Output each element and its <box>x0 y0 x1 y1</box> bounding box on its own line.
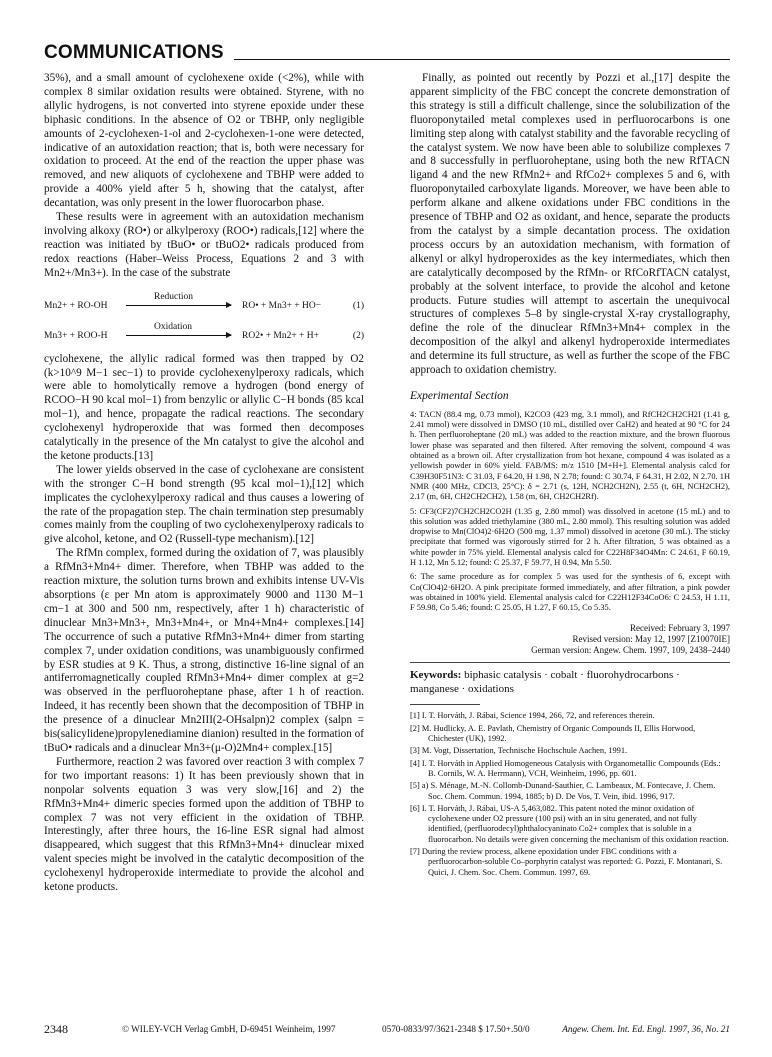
page-footer <box>44 1024 730 1038</box>
equation-1 <box>44 291 364 315</box>
reference-item: [2] M. Hudlicky, A. E. Pavlath, Chemistry of Organic Compounds II, Ellis Horwood, Chichester (UK), 1992. <box>410 723 696 744</box>
experimental-compound-5: 5: CF3(CF2)7CH2CH2CO2H (1.35 g, 2.80 mmol) was dissolved in acetone (15 mL) and to this solution was added triethylamine (380 mL, 2.80 mmol). This resulting solution was added dropwise to Mn(ClO4)2·6H2O (500 mg, 1.37 mmol) dissolved in acetone (30 mL). The sticky precipitate that formed was vigorously stirred for 2 h. After filtration, 5 was obtained as a white powder in 75% yield. Elemental analysis calcd for C22H8F34O4Mn: C 24.61, F 60.19, H 1.12, Mn 5.12; found: C 25.37, F 59.77, H 0.94, Mn 5.50. <box>410 506 730 567</box>
keywords <box>410 669 730 696</box>
paragraph: cyclohexene, the allylic radical formed was then trapped by O2 (k>10^9 M−1 sec−1) to provide cyclohexenylperoxy radicals, which were able to homolytically remove a hydrogen (bond energy of RCOO−H 90 kcal mol−1) from benzylic or allylic C−H bonds (85 kcal mol−1), and hence, propagate the radical reactions. The secondary cyclohexenyl hydroperoxide that was formed then decomposes catalytically in the presence of the Mn catalyst to give the alcohol and the ketone products.[13] <box>44 352 364 462</box>
equation-rhs: RO• + Mn3+ + HO− <box>242 300 322 311</box>
equation-label: Reduction <box>154 291 194 302</box>
reference-list <box>410 711 730 877</box>
reference-item: [7] During the review process, alkene epoxidation under FBC conditions with a perfluorocarbon-soluble Co–porphyrin catalyst was reported: G. Pozzi, F. Montanari, S. Quici, J. Chem. Soc. Chem. Commun. 1997, 69. <box>410 847 723 877</box>
references-rule <box>410 704 480 705</box>
paragraph: Finally, as pointed out recently by Pozzi et al.,[17] despite the apparent simplicity of the FBC concept the concrete demonstration of this strategy is still a difficult challenge, since the solubilization of the fluoroponytailed metal complexes used in perfluorocarbons is one limiting step along with catalyst stability and the favorable recycling of the catalyst system. We now have been able to solubilize complexes 7 and 8 successfully in perfluoroheptane, using both the new RfTACN ligand 4 and the new RfMn2+ and RfCo2+ complexes 5 and 6, with fluoroponytailed carboxylate ligands. Moreover, we have been able to perform alkane and alkene oxidations under FBC conditions in the presence of TBHP and O2 as oxidant, and hence, separate the products from the catalyst by a simple decantation process. The oxidation process occurs by an autoxidation mechanism, with formation of alkenyl or alkyl hydroperoxides as the key intermediates, which then are catalytically decomposed by the RfMn- or RfCoRfTACN catalyst, probably at the solvent interface, to provide the alcohol and ketone products. Future studies will attempt to ascertain the unequivocal structures of complexes 5–8 by single-crystal X-ray crystallography, define the role of the dinuclear RfMn3+Mn4+ complex in the decomposition of the alkyl and alkenyl hydroperoxide intermediates and determine its full structure, as well as further the scope of the FBC approach to oxidation chemistry. <box>410 72 730 377</box>
page-number: 2348 <box>44 1022 68 1036</box>
left-column <box>44 72 364 895</box>
section-title: COMMUNICATIONS <box>44 42 224 63</box>
reference-item: [5] a) S. Ménage, M.-N. Collomb-Dunand-Sauthier, C. Lambeaux, M. Fontecave, J. Chem. Soc. Chem. Commun. 1994, 1885; b) D. De Vos, T. Vein, ibid. 1996, 917. <box>410 781 716 801</box>
equation-lhs: Mn2+ + RO-OH <box>44 300 108 311</box>
issn: 0570-0833/97/3621-2348 $ 17.50+.50/0 <box>382 1024 530 1034</box>
reaction-arrow <box>126 335 231 336</box>
paragraph: The RfMn complex, formed during the oxidation of 7, was plausibly a RfMn3+Mn4+ dimer. Therefore, when TBHP was added to the reaction mixture, the solution turns brown and exhibits intense UV-Vis absorptions (ε per Mn atom is approximately 9000 and 1130 M−1 cm−1 at 300 and 500 nm, respectively, after 1 h) characteristic of dinuclear Mn3+Mn3+, Mn3+Mn4+, or Mn4+Mn4+ complexes.[14] The occurrence of such a putative RfMn3+Mn4+ dimer from starting complex 7, under oxidation conditions, was unambiguously confirmed by ESR studies at 9 K. Thus, a strong, distinctive 16-line signal of an antiferromagnetically coupled RfMn3+Mn4+ dimer complex at g=2 was observed in the perfluoroheptane phase, after 1 h of reaction. Indeed, it has recently been shown that the decomposition of TBHP in the presence of a dinuclear Mn2III(2-OHsalpn)2 complex (salpn = bis(salicylidene)propylenediamine dianion) resulted in the formation of tBuO• radicals and a dinuclear Mn3+(μ-O)2Mn4+ complex.[15] <box>44 547 364 754</box>
reference-item: [3] M. Vogt, Dissertation, Technische Hochschule Aachen, 1991. <box>410 746 628 756</box>
experimental-compound-6: 6: The same procedure as for complex 5 was used for the synthesis of 6, except with Co(ClO4)2·6H2O. A pink precipitate formed immediately, and after filtration, a pink powder was obtained in 100% yield. Elemental analysis calcd for C22H12F34CoO6: C 24.53, H 1.11, F 59.98, Co 5.46; found: C 25.05, H 1.27, F 60.15, Co 5.35. <box>410 572 730 613</box>
paragraph: The lower yields observed in the case of cyclohexane are consistent with the stronger C−H bond strength (95 kcal mol−1),[12] which implicates the cyclohexylperoxy radical and thus causes a lowering of the rate of the propagation step. The chain termination step presumably comes mainly from the coupling of two cyclohexenylperoxy radicals to give alcohol, ketone, and O2 (Russell-type mechanism).[12] <box>44 463 364 546</box>
received-date: Received: February 3, 1997 <box>630 623 730 634</box>
keywords-label: Keywords: <box>410 669 462 682</box>
equation-rhs: RO2• + Mn2+ + H+ <box>242 330 320 341</box>
equation-number: (1) <box>352 300 364 311</box>
header-rule <box>234 59 730 60</box>
equation-label: Oxidation <box>154 321 192 332</box>
publisher: © WILEY-VCH Verlag GmbH, D-69451 Weinheim, 1997 <box>122 1024 336 1034</box>
experimental-compound-4: 4: TACN (88.4 mg, 0.73 mmol), K2CO3 (423 mg, 3.1 mmol), and RfCH2CH2CH2I (1.41 g, 2.41 mmol) were dissolved in DMSO (10 mL, distilled over CaH2) and heated at 90 °C for 24 h. Then perfluoroheptane (20 mL) was added to the reaction mixture, and the brown fluorous lower phase was separated and then filtered. After removing the solvent, compound 4 was obtained as a brown oil. After crystallization from hot hexane, compound 4 was isolated as a yellowish powder in 60% yield. FAB/MS: m/z 1510 [M+H+]. Elemental analysis calcd for C39H30F51N3: C 31.03, F 64.20, H 1.98, N 2.78; found: C 30.74, F 64.31, H 2.02, N 2.70. 1H NMR (400 MHz, CDCl3, 25°C): δ = 2.71 (s, 12H, NCH2CH2N), 2.55 (t, 6H, NCH2CH2), 2.17 (m, 6H, CH2CH2CH2), 1.58 (m, 6H, CH2CH2Rf). <box>410 409 730 502</box>
equation-2 <box>44 321 364 345</box>
right-column <box>410 72 730 880</box>
paragraph: Furthermore, reaction 2 was favored over reaction 3 with complex 7 for two important reasons: 1) It has been previously shown that in nonpolar solvents equation 3 was very slow,[16] and 2) the RfMn3+Mn4+ dimeric species formed upon the addition of TBHP to complex 7 was not very efficient in the oxidation of TBHP. Interestingly, after three hours, the 16-line ESR signal had almost disappeared, which suggest that this RfMn3+Mn4+ dinuclear mixed valent species might be involved in the catalytic decomposition of the cyclohexenyl hydroperoxide intermediate to provide the alcohol and ketone products. <box>44 755 364 894</box>
revised-date: Revised version: May 12, 1997 [Z10070IE] <box>572 634 730 645</box>
paragraph: These results were in agreement with an autoxidation mechanism involving alkoxy (RO•) or alkylperoxy (ROO•) radicals,[12] where the reaction was initiated by tBuO• or tBuO2• radicals produced from redox reactions (Haber–Weiss Process, Equations 2 and 3 with Mn2+/Mn3+). In the case of the substrate <box>44 211 364 279</box>
journal-citation: Angew. Chem. Int. Ed. Engl. 1997, 36, No. 21 <box>562 1024 730 1034</box>
keywords-list: biphasic catalysis · cobalt · fluorohydrocarbons · manganese · oxidations <box>410 669 680 695</box>
equation-number: (2) <box>352 330 364 341</box>
reference-item: [1] I. T. Horváth, J. Rábai, Science 1994, 266, 72, and references therein. <box>410 711 655 721</box>
keywords-rule <box>410 662 730 663</box>
page-header <box>44 42 730 66</box>
reference-item: [6] I. T. Horváth, J. Rábai, US-A 5,463,082. This patent noted the minor oxidation of cyclohexene under O2 pressure (100 psi) with an in situ generated, and not fully identified, (perfluorodecyl)phthalocyaninato Co2+ complex that is soluble in a fluorocarbon. No details were given concerning the mechanism of this oxidation reaction. <box>410 803 729 844</box>
experimental-heading: Experimental Section <box>410 389 509 402</box>
equation-lhs: Mn3+ + ROO-H <box>44 330 108 341</box>
german-version: German version: Angew. Chem. 1997, 109, 2438–2440 <box>531 645 730 656</box>
reference-item: [4] I. T. Horváth in Applied Homogeneous Catalysis with Organometallic Compounds (Eds.: B. Cornils, W. A. Herrmann), VCH, Weinheim, 1996, pp. 601. <box>410 758 721 778</box>
reaction-arrow <box>126 305 231 306</box>
paragraph: 35%), and a small amount of cyclohexene oxide (<2%), while with complex 8 similar oxidation results were obtained. Styrene, with no allylic hydrogens, is not converted into styrene epoxide under these biphasic conditions. In the absence of O2 or TBHP, only negligible amounts of 2-cyclohexen-1-ol and 2-cyclohexen-1-one were detected, indicative of an autoxidation reaction; that is, both were necessary for oxidation to proceed. At the end of the reaction the upper phase was removed, and new aliquots of cyclohexene and TBHP were added to provide a 400% yield after 5 h, showing that the catalyst, after decantation, was only present in the lower fluorocarbon phase. <box>44 72 364 210</box>
